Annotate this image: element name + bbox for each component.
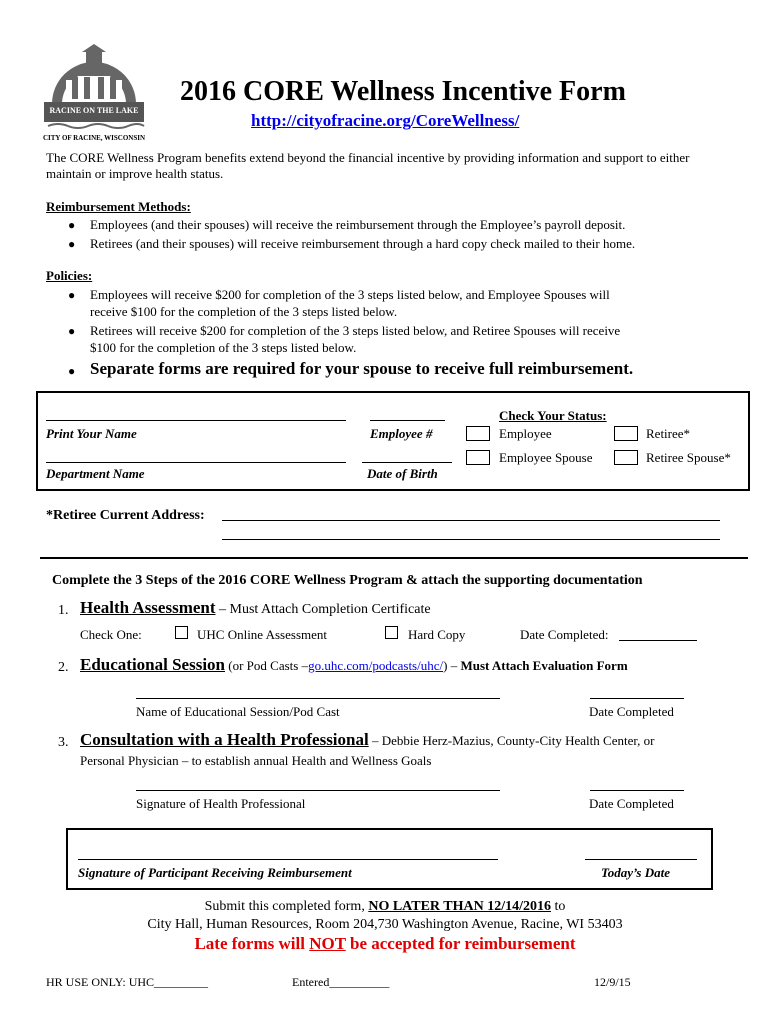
submit-deadline: NO LATER THAN 12/14/2016 bbox=[368, 899, 551, 914]
department-line[interactable] bbox=[46, 462, 346, 463]
policy-employees-line1: Employees will receive $200 for completion of the 3 steps listed below, and Employee Spouses will bbox=[90, 287, 610, 302]
todays-date-label: Today’s Date bbox=[601, 865, 670, 880]
employee-number-line[interactable] bbox=[370, 420, 445, 421]
step2-requirement: Must Attach Evaluation Form bbox=[460, 658, 628, 673]
step1-title: Health Assessment bbox=[80, 598, 216, 617]
form-revision-date: 12/9/15 bbox=[594, 975, 631, 989]
late-post: be accepted for reimbursement bbox=[345, 934, 576, 953]
step2-title: Educational Session bbox=[80, 655, 226, 674]
bullet-icon: ● bbox=[68, 288, 76, 302]
city-logo bbox=[38, 42, 150, 146]
hard-copy-label: Hard Copy bbox=[408, 627, 466, 642]
session-name-line[interactable] bbox=[136, 698, 500, 699]
retiree-option-label: Retiree* bbox=[646, 426, 691, 441]
podcast-link[interactable]: go.uhc.com/podcasts/uhc/ bbox=[308, 658, 444, 673]
submit-instruction bbox=[0, 898, 770, 916]
entered-field: Entered__________ bbox=[292, 975, 390, 989]
bullet-icon: ● bbox=[68, 237, 76, 251]
retiree-checkbox[interactable] bbox=[614, 426, 638, 441]
late-pre: Late forms will bbox=[194, 934, 310, 953]
bullet-icon: ● bbox=[68, 218, 76, 232]
retiree-address-label: *Retiree Current Address: bbox=[46, 508, 205, 523]
employee-checkbox[interactable] bbox=[466, 426, 490, 441]
submit-pre: Submit this completed form, bbox=[204, 899, 369, 914]
bullet-icon: ● bbox=[68, 364, 76, 378]
date-of-birth-line[interactable] bbox=[362, 462, 452, 463]
retiree-spouse-option-label: Retiree Spouse* bbox=[646, 450, 731, 465]
step1-title-row bbox=[80, 598, 431, 618]
participant-signature-line[interactable] bbox=[78, 859, 498, 860]
policy-separate-forms: Separate forms are required for your spouse to receive full reimbursement. bbox=[90, 359, 634, 378]
step2-number: 2. bbox=[58, 660, 69, 675]
reimbursement-item-retirees: Retirees (and their spouses) will receive reimbursement through a hard copy check mailed to their home. bbox=[90, 236, 636, 251]
intro-text: The CORE Wellness Program benefits extend beyond the financial incentive by providing information and support to either maintain or improve health status. bbox=[46, 150, 690, 181]
step3-line2: Personal Physician – to establish annual Health and Wellness Goals bbox=[80, 753, 432, 768]
session-name-label: Name of Educational Session/Pod Cast bbox=[136, 704, 340, 719]
reimbursement-item-employees: Employees (and their spouses) will receive the reimbursement through the Employee’s payroll deposit. bbox=[90, 217, 626, 232]
late-not: NOT bbox=[309, 934, 346, 953]
print-name-label: Print Your Name bbox=[46, 426, 137, 441]
policies-heading: Policies: bbox=[46, 268, 93, 283]
step2-date-line[interactable] bbox=[590, 698, 684, 699]
department-label: Department Name bbox=[46, 466, 145, 481]
uhc-online-checkbox[interactable] bbox=[175, 626, 188, 639]
health-professional-signature-line[interactable] bbox=[136, 790, 500, 791]
step1-number: 1. bbox=[58, 603, 69, 618]
reimbursement-heading: Reimbursement Methods: bbox=[46, 199, 191, 214]
step3-title: Consultation with a Health Professional bbox=[80, 730, 369, 749]
step3-title-row bbox=[80, 730, 654, 750]
employee-option-label: Employee bbox=[499, 426, 552, 441]
logo-text-top: RACINE ON THE LAKE bbox=[49, 106, 139, 115]
bullet-icon: ● bbox=[68, 324, 76, 338]
step2-pre-link: (or Pod Casts – bbox=[225, 658, 309, 673]
step3-number: 3. bbox=[58, 735, 69, 750]
uhc-online-label: UHC Online Assessment bbox=[197, 627, 327, 642]
logo-text-bottom: CITY OF RACINE, WISCONSIN bbox=[42, 134, 146, 142]
form-title: 2016 CORE Wellness Incentive Form bbox=[180, 76, 626, 107]
step1-date-line[interactable] bbox=[619, 640, 697, 641]
step2-title-row bbox=[80, 655, 628, 675]
employee-spouse-option-label: Employee Spouse bbox=[499, 450, 593, 465]
submit-post: to bbox=[551, 899, 566, 914]
todays-date-line[interactable] bbox=[585, 859, 697, 860]
check-status-heading: Check Your Status: bbox=[499, 408, 607, 423]
employee-number-label: Employee # bbox=[370, 426, 433, 441]
program-url[interactable]: http://cityofracine.org/CoreWellness/ bbox=[251, 111, 520, 130]
employee-spouse-checkbox[interactable] bbox=[466, 450, 490, 465]
retiree-spouse-checkbox[interactable] bbox=[614, 450, 638, 465]
step2-post-link: ) – bbox=[443, 658, 461, 673]
section-divider bbox=[40, 557, 748, 559]
step1-requirement: – Must Attach Completion Certificate bbox=[215, 602, 431, 617]
steps-heading: Complete the 3 Steps of the 2016 CORE Wellness Program & attach the supporting documentation bbox=[52, 573, 643, 588]
hr-use-only: HR USE ONLY: UHC_________ bbox=[46, 975, 209, 989]
print-name-line[interactable] bbox=[46, 420, 346, 421]
late-forms-warning bbox=[0, 934, 770, 954]
submit-address: City Hall, Human Resources, Room 204,730 Washington Avenue, Racine, WI 53403 bbox=[147, 917, 623, 932]
step3-date-line[interactable] bbox=[590, 790, 684, 791]
retiree-address-line1[interactable] bbox=[222, 520, 720, 521]
policy-retirees-line1: Retirees will receive $200 for completion of the 3 steps listed below, and Retiree Spouses will receive bbox=[90, 323, 621, 338]
step1-date-label: Date Completed: bbox=[520, 627, 609, 642]
participant-signature-label: Signature of Participant Receiving Reimbursement bbox=[78, 865, 352, 880]
check-one-label: Check One: bbox=[80, 627, 142, 642]
step2-date-label: Date Completed bbox=[589, 704, 674, 719]
health-professional-signature-label: Signature of Health Professional bbox=[136, 796, 306, 811]
date-of-birth-label: Date of Birth bbox=[367, 466, 438, 481]
policy-retirees-line2: $100 for the completion of the 3 steps listed below. bbox=[90, 340, 357, 355]
step3-date-label: Date Completed bbox=[589, 796, 674, 811]
hard-copy-checkbox[interactable] bbox=[385, 626, 398, 639]
policy-employees-line2: receive $100 for the completion of the 3 steps listed below. bbox=[90, 304, 398, 319]
step3-requirement: – Debbie Herz-Mazius, County-City Health Center, or bbox=[368, 733, 655, 748]
retiree-address-line2[interactable] bbox=[222, 539, 720, 540]
